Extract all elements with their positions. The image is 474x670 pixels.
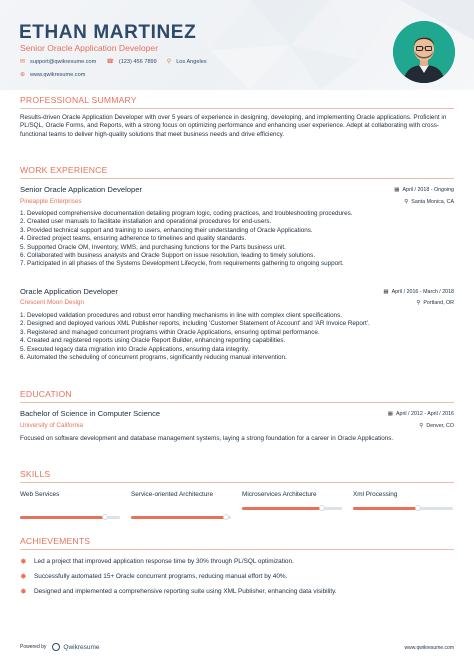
education-divider <box>20 402 454 403</box>
list-item: 1. Developed validation procedures and robust error handling mechanisms in line with complex client specifications. <box>20 312 343 319</box>
skill-bar-fill <box>131 516 226 519</box>
list-item: 5. Supported Oracle OM, Inventory, WMS, and purchasing functions for the Parts business unit. <box>20 243 286 251</box>
skill-label: Microservices Architecture <box>242 491 317 498</box>
skill-bar-knob <box>319 505 325 511</box>
job-location-text: Portland, OR <box>423 300 454 306</box>
education-dates-text: April / 2012 - April / 2016 <box>395 411 454 417</box>
job-company: Crescent Moon Design <box>20 299 85 306</box>
list-item: 6. Automated the scheduling of concurrent programs, significantly reducing manual intervention. <box>20 354 287 362</box>
job-bullets <box>20 210 460 269</box>
star-icon: ✸ <box>20 572 27 581</box>
pin-icon: ⚲ <box>416 300 421 306</box>
phone-text: (123) 456 7899 <box>118 58 157 65</box>
job-location <box>416 300 454 306</box>
job-title: Senior Oracle Application Developer <box>20 185 142 194</box>
avatar-portrait <box>393 21 455 83</box>
achievements-divider <box>20 549 454 550</box>
phone-icon: ☎ <box>106 59 114 65</box>
skill-label: Xml Processing <box>353 491 398 498</box>
degree-title: Bachelor of Science in Computer Science <box>20 409 161 418</box>
skill-bar <box>131 516 231 519</box>
skills-heading: SKILLS <box>20 469 51 479</box>
contact-email[interactable] <box>20 58 96 65</box>
skill-label: Service-oriented Architecture <box>131 491 214 498</box>
job-location <box>404 199 454 205</box>
website-text: www.qwikresume.com <box>30 71 86 78</box>
skill-bar-fill <box>353 507 418 510</box>
list-item: 7. Participated in all phases of the Systems Development Lifecycle, from requirements gathering to ongoing support. <box>20 260 344 268</box>
experience-heading: WORK EXPERIENCE <box>20 165 108 175</box>
candidate-title: Senior Oracle Application Developer <box>20 43 159 53</box>
email-icon: ✉ <box>20 59 26 65</box>
achievement-text: Designed and implemented a comprehensive reporting suite using XML Publisher, enhancing data visibility. <box>34 588 337 595</box>
list-item: 1. Developed comprehensive documentation detailing program logic, coding practices, and troubleshooting procedures. <box>20 210 353 217</box>
education-heading: EDUCATION <box>20 389 72 399</box>
education-location <box>419 423 454 429</box>
qwikresume-logo-icon <box>52 643 60 651</box>
skill-bar-knob <box>415 505 421 511</box>
achievement-item <box>20 587 337 596</box>
location-icon: ⚲ <box>166 59 172 65</box>
powered-by-text: Powered by <box>20 644 47 650</box>
footer-powered-by <box>20 643 100 651</box>
list-item: 4. Directed project teams, ensuring adherence to timelines and quality standards. <box>20 235 247 243</box>
calendar-icon: ▦ <box>394 187 400 193</box>
website-icon: ⊕ <box>20 72 26 78</box>
list-item: 4. Created and registered reports using Oracle Report Builder, enhancing reporting capabilities. <box>20 337 286 345</box>
skill-bar-knob <box>102 514 108 520</box>
job-location-text: Santa Monica, CA <box>411 199 454 205</box>
education-text: Focused on software development and database management systems, laying a strong foundation for a career in Oracle Applications. <box>20 435 394 442</box>
contact-website[interactable] <box>20 71 85 78</box>
skill-bar <box>242 507 342 510</box>
brand-name[interactable]: Qwikresume <box>63 643 100 651</box>
achievement-item <box>20 572 287 581</box>
location-text: Los Angeles <box>176 58 207 65</box>
skill-bar-fill <box>20 516 105 519</box>
skill-bar <box>353 507 453 510</box>
skills-divider <box>20 482 454 483</box>
list-item: 2. Created user manuals to facilitate installation and operational procedures for end-users. <box>20 218 272 226</box>
list-item: 5. Executed legacy data migration into Oracle Applications, ensuring data integrity. <box>20 345 250 353</box>
star-icon: ✸ <box>20 587 27 596</box>
list-item: 2. Designed and deployed various XML Publisher reports, including 'Customer Statement of Account' and 'AR Invoice Report'. <box>20 320 370 328</box>
job-dates <box>394 187 454 193</box>
achievement-item <box>20 557 294 566</box>
candidate-name: ETHAN MARTINEZ <box>19 22 197 43</box>
list-item: 3. Registered and managed concurrent programs within Oracle Applications, ensuring optimal performance. <box>20 328 320 336</box>
calendar-icon: ▦ <box>383 289 389 295</box>
skill-label: Web Services <box>20 491 60 498</box>
skill-bar-fill <box>242 507 322 510</box>
list-item: 6. Collaborated with business analysts and Oracle Support on issue resolution, leading to timely solutions. <box>20 252 316 260</box>
experience-divider <box>20 178 454 179</box>
contact-location <box>167 58 207 65</box>
skill-bar-knob <box>223 514 229 520</box>
star-icon: ✸ <box>20 557 27 566</box>
summary-heading: PROFESSIONAL SUMMARY <box>20 95 137 105</box>
education-location-text: Denver, CO <box>426 423 454 429</box>
job-company: Pineapple Enterprises <box>20 198 82 205</box>
job-dates-text: April / 2018 - Ongoing <box>402 187 454 193</box>
achievement-text: Successfully automated 15+ Oracle concurrent programs, reducing manual effort by 40%. <box>34 573 288 580</box>
summary-text: Results-driven Oracle Application Developer with over 5 years of experience in designing, developing, and implementing Oracle applications. Proficient in PL/SQL, Oracle Forms, and Reports, with a strong focus on optimizing performance and enhancing user experience. Adept at collaborating with cross-functional teams to deliver high-quality solutions that meet business needs and drive efficiency. <box>20 114 447 138</box>
footer-url[interactable]: www.qwikresume.com <box>404 645 454 651</box>
contact-phone[interactable] <box>106 58 156 65</box>
avatar <box>393 21 455 83</box>
pin-icon: ⚲ <box>419 423 424 429</box>
skill-bar <box>20 516 120 519</box>
job-title: Oracle Application Developer <box>20 287 118 296</box>
pin-icon: ⚲ <box>404 199 409 205</box>
job-dates <box>383 289 454 295</box>
email-text: support@qwikresume.com <box>30 58 97 65</box>
contact-row <box>20 58 217 65</box>
education-dates <box>388 411 454 417</box>
job-bullets <box>20 312 460 362</box>
calendar-icon: ▦ <box>387 411 393 417</box>
job-dates-text: April / 2016 - March / 2018 <box>391 289 454 295</box>
list-item: 3. Provided technical support and training to users, enhancing their understanding of Oracle Applications. <box>20 226 313 234</box>
achievements-heading: ACHIEVEMENTS <box>20 536 91 546</box>
summary-divider <box>20 108 454 109</box>
school-name: University of California <box>20 422 83 429</box>
achievement-text: Led a project that improved application response time by 30% through PL/SQL optimization. <box>34 558 294 565</box>
